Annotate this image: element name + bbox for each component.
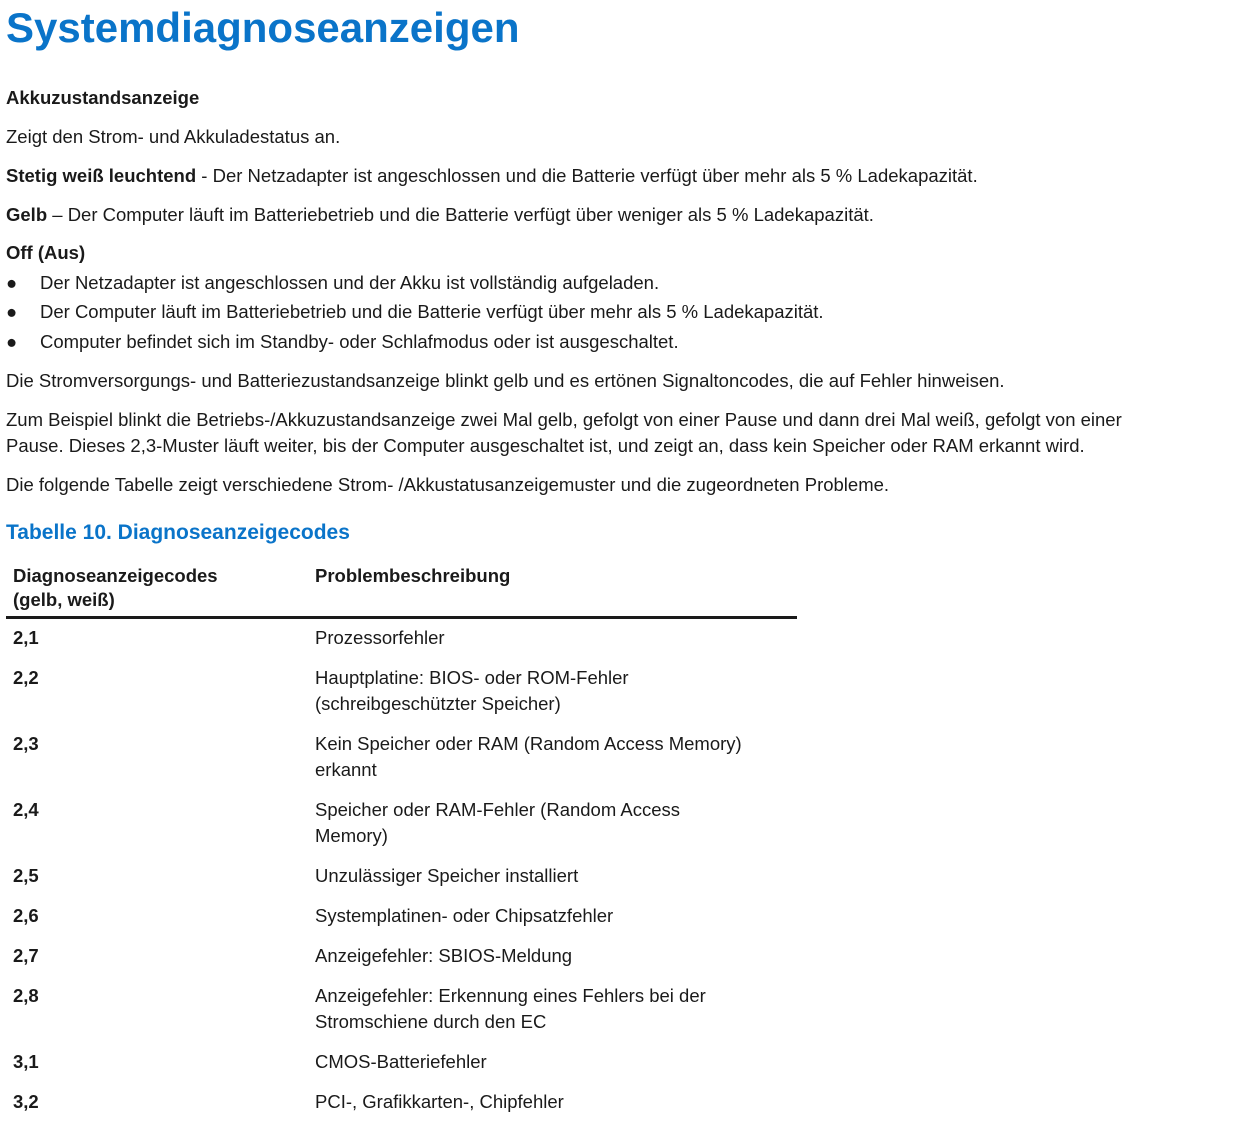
list-item: [6, 299, 824, 325]
description-line-2: erkannt: [315, 759, 377, 780]
intro-text: Zeigt den Strom- und Akkuladestatus an.: [6, 126, 341, 147]
description-line-1: CMOS-Batteriefehler: [315, 1051, 487, 1072]
code-cell: 2,4: [13, 799, 39, 820]
description-cell: [310, 618, 797, 660]
table-row: [6, 791, 797, 857]
code-cell: 2,2: [13, 667, 39, 688]
state-white: [6, 163, 978, 189]
example-paragraph-line-1: Zum Beispiel blinkt die Betriebs-/Akkuzustandsanzeige zwei Mal gelb, gefolgt von einer Pause und dann drei Mal weiß, gefolgt von einer: [6, 409, 1122, 430]
table-caption: Tabelle 10. Diagnoseanzeigecodes: [6, 521, 350, 544]
description-line-2: (schreibgeschützter Speicher): [315, 693, 561, 714]
state-white-text: - Der Netzadapter ist angeschlossen und die Batterie verfügt über mehr als 5 % Ladekapazität.: [196, 165, 978, 186]
bullet-icon: ●: [6, 331, 18, 352]
description-line-2: Stromschiene durch den EC: [315, 1011, 547, 1032]
state-amber-label: Gelb: [6, 204, 48, 225]
header-description: Problembeschreibung: [310, 560, 797, 618]
description-line-1: Prozessorfehler: [315, 627, 445, 648]
header-code-line-2: (gelb, weiß): [13, 589, 115, 610]
bullet-icon: ●: [6, 301, 18, 322]
page-title: Systemdiagnoseanzeigen: [6, 4, 520, 51]
table-row: [6, 857, 797, 897]
description-cell: [310, 977, 797, 1043]
description-cell: [310, 897, 797, 937]
code-cell: 2,8: [13, 985, 39, 1006]
list-item: [6, 270, 659, 296]
description-line-1: Anzeigefehler: SBIOS-Meldung: [315, 945, 573, 966]
table-header-row: [6, 560, 797, 618]
example-paragraph-line-2: Pause. Dieses 2,3-Muster läuft weiter, bis der Computer ausgeschaltet ist, und zeigt an, dass kein Speicher oder RAM erkannt wird.: [6, 435, 1085, 456]
description-cell: [310, 1043, 797, 1083]
code-cell: 2,5: [13, 865, 39, 886]
description-line-1: Speicher oder RAM-Fehler (Random Access: [315, 799, 681, 820]
description-cell: [310, 937, 797, 977]
blink-paragraph: Die Stromversorgungs- und Batteriezustandsanzeige blinkt gelb und es ertönen Signaltoncodes, die auf Fehler hinweisen.: [6, 370, 1005, 391]
code-cell: 2,1: [13, 627, 39, 648]
description-cell: [310, 791, 797, 857]
description-line-1: Systemplatinen- oder Chipsatzfehler: [315, 905, 614, 926]
diagnostic-codes-table: [6, 560, 797, 1123]
table-row: [6, 897, 797, 937]
description-line-1: Hauptplatine: BIOS- oder ROM-Fehler: [315, 667, 629, 688]
description-line-1: PCI-, Grafikkarten-, Chipfehler: [315, 1091, 564, 1112]
code-cell: 2,3: [13, 733, 39, 754]
state-white-label: Stetig weiß leuchtend: [6, 165, 197, 186]
code-cell: 2,7: [13, 945, 39, 966]
description-line-1: Unzulässiger Speicher installiert: [315, 865, 579, 886]
table-row: [6, 977, 797, 1043]
code-cell: 3,2: [13, 1091, 39, 1112]
description-line-1: Kein Speicher oder RAM (Random Access Memory): [315, 733, 742, 754]
table-row: [6, 937, 797, 977]
code-cell: 2,6: [13, 905, 39, 926]
table-intro-paragraph: Die folgende Tabelle zeigt verschiedene Strom- /Akkustatusanzeigemuster und die zugeordneten Probleme.: [6, 474, 890, 495]
description-line-1: Anzeigefehler: Erkennung eines Fehlers bei der: [315, 985, 706, 1006]
code-cell: 3,1: [13, 1051, 39, 1072]
table-row: [6, 1083, 797, 1123]
header-code: [6, 560, 310, 618]
list-item-text: Computer befindet sich im Standby- oder Schlafmodus oder ist ausgeschaltet.: [40, 331, 679, 352]
header-code-line-1: Diagnoseanzeigecodes: [13, 565, 218, 586]
table-row: [6, 618, 797, 660]
section-heading: Akkuzustandsanzeige: [6, 87, 200, 108]
table-row: [6, 1043, 797, 1083]
list-item-text: Der Netzadapter ist angeschlossen und der Akku ist vollständig aufgeladen.: [40, 272, 660, 293]
description-cell: [310, 725, 797, 791]
list-item-text: Der Computer läuft im Batteriebetrieb und die Batterie verfügt über mehr als 5 % Ladekapazität.: [40, 301, 824, 322]
description-cell: [310, 1083, 797, 1123]
table-row: [6, 659, 797, 725]
state-amber: [6, 202, 874, 228]
description-cell: [310, 857, 797, 897]
list-item: [6, 329, 679, 355]
off-heading: Off (Aus): [6, 242, 86, 263]
state-amber-text: – Der Computer läuft im Batteriebetrieb und die Batterie verfügt über weniger als 5 % Ladekapazität.: [47, 204, 874, 225]
bullet-icon: ●: [6, 272, 18, 293]
description-cell: [310, 659, 797, 725]
description-line-2: Memory): [315, 825, 388, 846]
table-row: [6, 725, 797, 791]
